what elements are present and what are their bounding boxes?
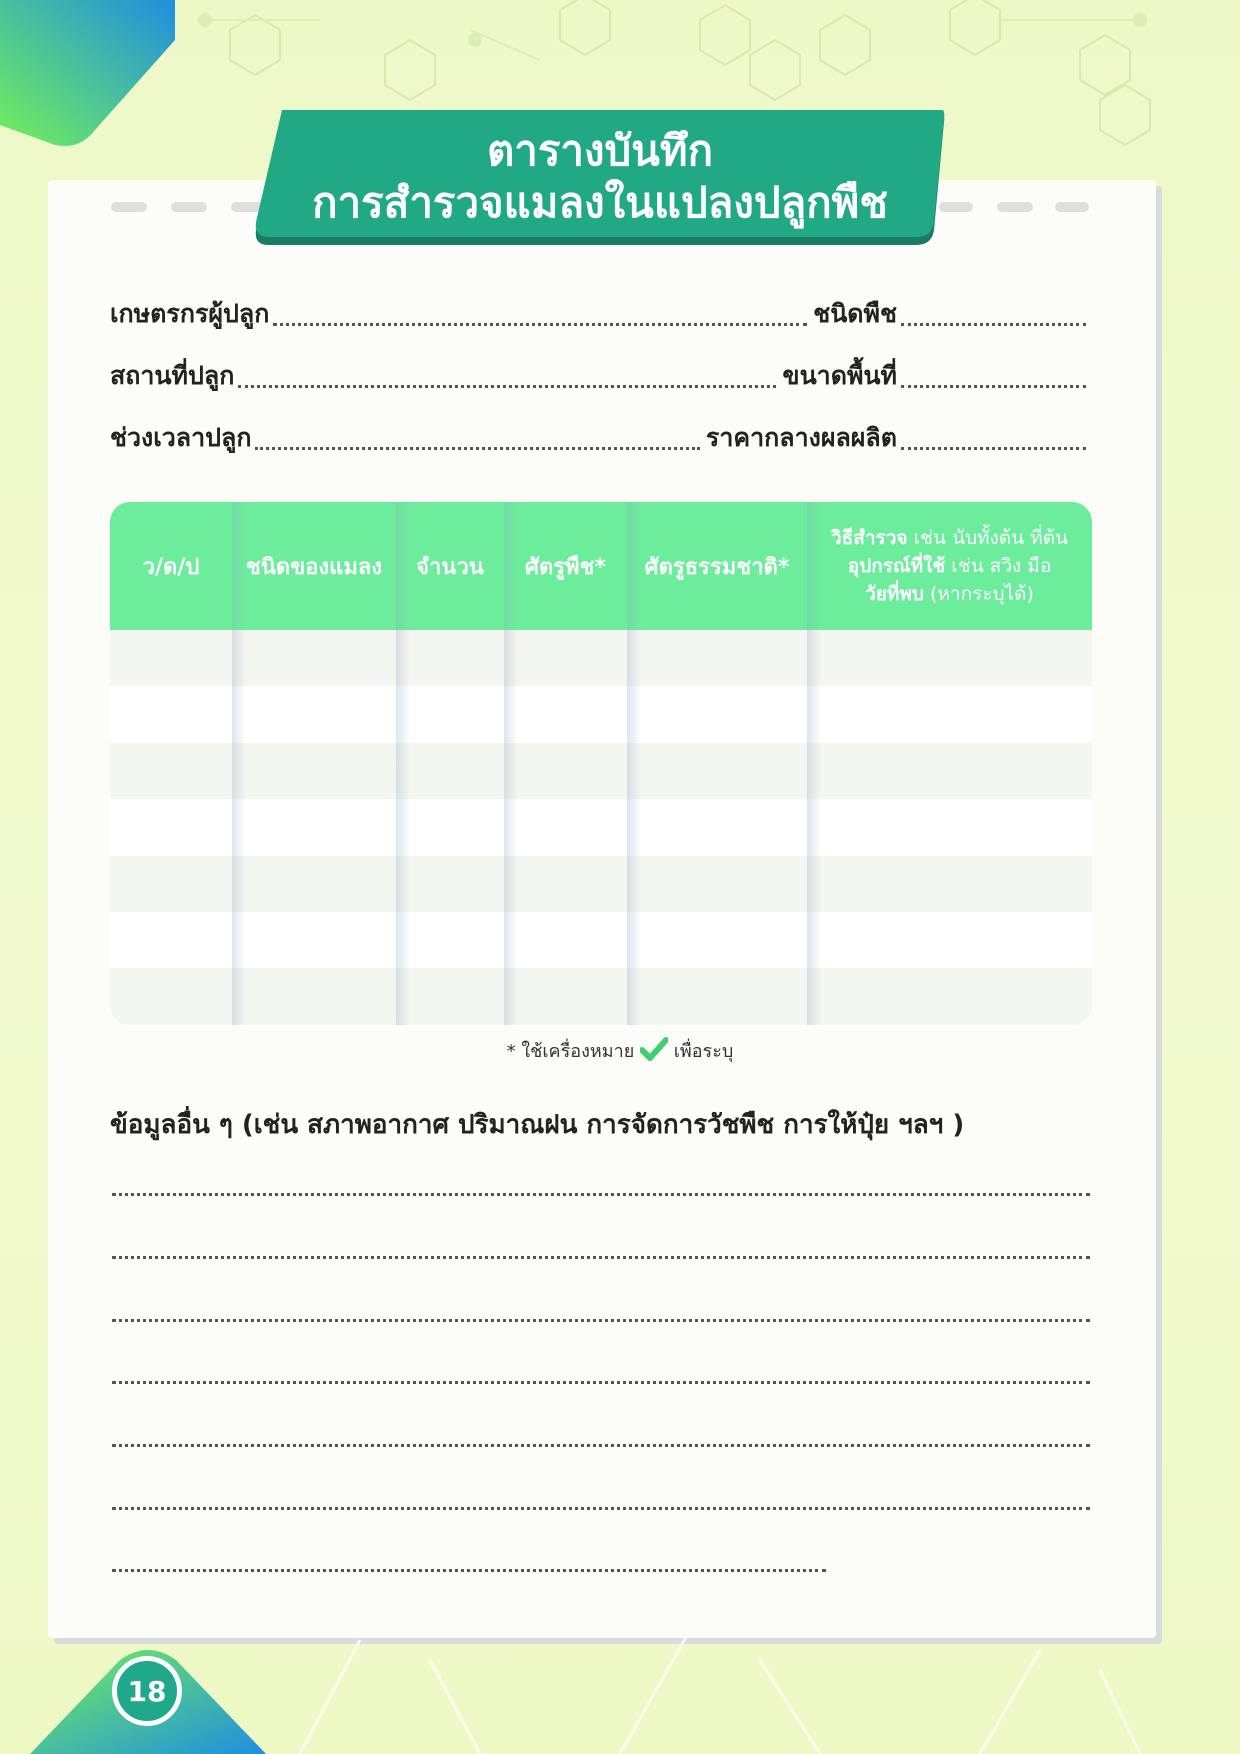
table-body (110, 630, 1092, 1025)
method-text-2: เช่น สวิง มือ (945, 555, 1052, 577)
location-input-line[interactable] (238, 385, 776, 388)
location-label: สถานที่ปลูก (110, 361, 235, 390)
table-header (110, 502, 1092, 630)
title-line-2: การสำรวจแมลงในแปลงปลูกพืช (312, 178, 888, 227)
column-divider (396, 502, 410, 1025)
table-row[interactable] (110, 630, 1092, 686)
farmer-label: เกษตรกรผู้ปลูก (110, 299, 270, 328)
mid-price-input-line[interactable] (901, 447, 1086, 450)
method-line-1 (831, 524, 1068, 552)
field-row-location (110, 352, 1092, 396)
method-text-1: เช่น นับทั้งต้น ที่ต้น (907, 527, 1069, 549)
table-row[interactable] (110, 686, 1092, 742)
footnote-before: * ใช้เครื่องหมาย (506, 1041, 635, 1062)
title-line-1: ตารางบันทึก (487, 126, 713, 175)
note-line[interactable] (112, 1506, 1090, 1510)
header-plant-pest: ศัตรูพืช* (524, 554, 606, 580)
note-line[interactable] (112, 1380, 1090, 1384)
header-quantity: จำนวน (416, 554, 484, 580)
note-line[interactable] (112, 1568, 826, 1572)
area-size-label: ขนาดพื้นที่ (782, 361, 897, 390)
bottom-decoration (0, 1600, 1240, 1754)
mid-price-label: ราคากลางผลผลิต (705, 423, 897, 452)
corner-decoration (0, 0, 180, 150)
column-divider (504, 502, 518, 1025)
note-line[interactable] (112, 1318, 1090, 1322)
area-size-input-line[interactable] (901, 385, 1086, 388)
column-divider (232, 502, 246, 1025)
check-icon (640, 1037, 668, 1061)
crop-type-label: ชนิดพืช (813, 299, 897, 328)
other-info-title: ข้อมูลอื่น ๆ (เช่น สภาพอากาศ ปริมาณฝน การจัดการวัชพืช การให้ปุ๋ย ฯลฯ ) (110, 1110, 965, 1140)
page-title (270, 125, 930, 229)
method-line-3 (865, 580, 1034, 608)
field-row-period (110, 414, 1092, 458)
insect-survey-table (110, 502, 1092, 1025)
method-bold-2: อุปกรณ์ที่ใช้ (847, 555, 946, 577)
table-row[interactable] (110, 743, 1092, 799)
page-number-badge: 18 (112, 1656, 182, 1726)
note-line[interactable] (112, 1443, 1090, 1447)
header-insect-type: ชนิดของแมลง (245, 554, 383, 580)
header-date: ว/ด/ป (142, 554, 200, 580)
header-survey-method (807, 502, 1092, 630)
footnote (440, 1036, 800, 1066)
table-row[interactable] (110, 912, 1092, 968)
farmer-input-line[interactable] (273, 323, 807, 326)
method-line-2 (848, 552, 1052, 580)
crop-type-input-line[interactable] (901, 323, 1086, 326)
header-natural-enemy: ศัตรูธรรมชาติ* (644, 554, 790, 580)
period-input-line[interactable] (255, 447, 699, 450)
period-label: ช่วงเวลาปลูก (110, 423, 252, 452)
table-row[interactable] (110, 799, 1092, 855)
table-row[interactable] (110, 856, 1092, 912)
method-text-3: (หากระบุได้) (923, 583, 1034, 605)
column-divider (807, 502, 821, 1025)
footnote-after: เพื่อระบุ (673, 1041, 734, 1062)
method-bold-1: วิธีสำรวจ (830, 527, 908, 549)
table-row[interactable] (110, 968, 1092, 1024)
method-bold-3: วัยที่พบ (865, 583, 924, 605)
note-line[interactable] (112, 1192, 1090, 1196)
note-line[interactable] (112, 1255, 1090, 1259)
field-row-farmer (110, 290, 1092, 334)
column-divider (627, 502, 641, 1025)
